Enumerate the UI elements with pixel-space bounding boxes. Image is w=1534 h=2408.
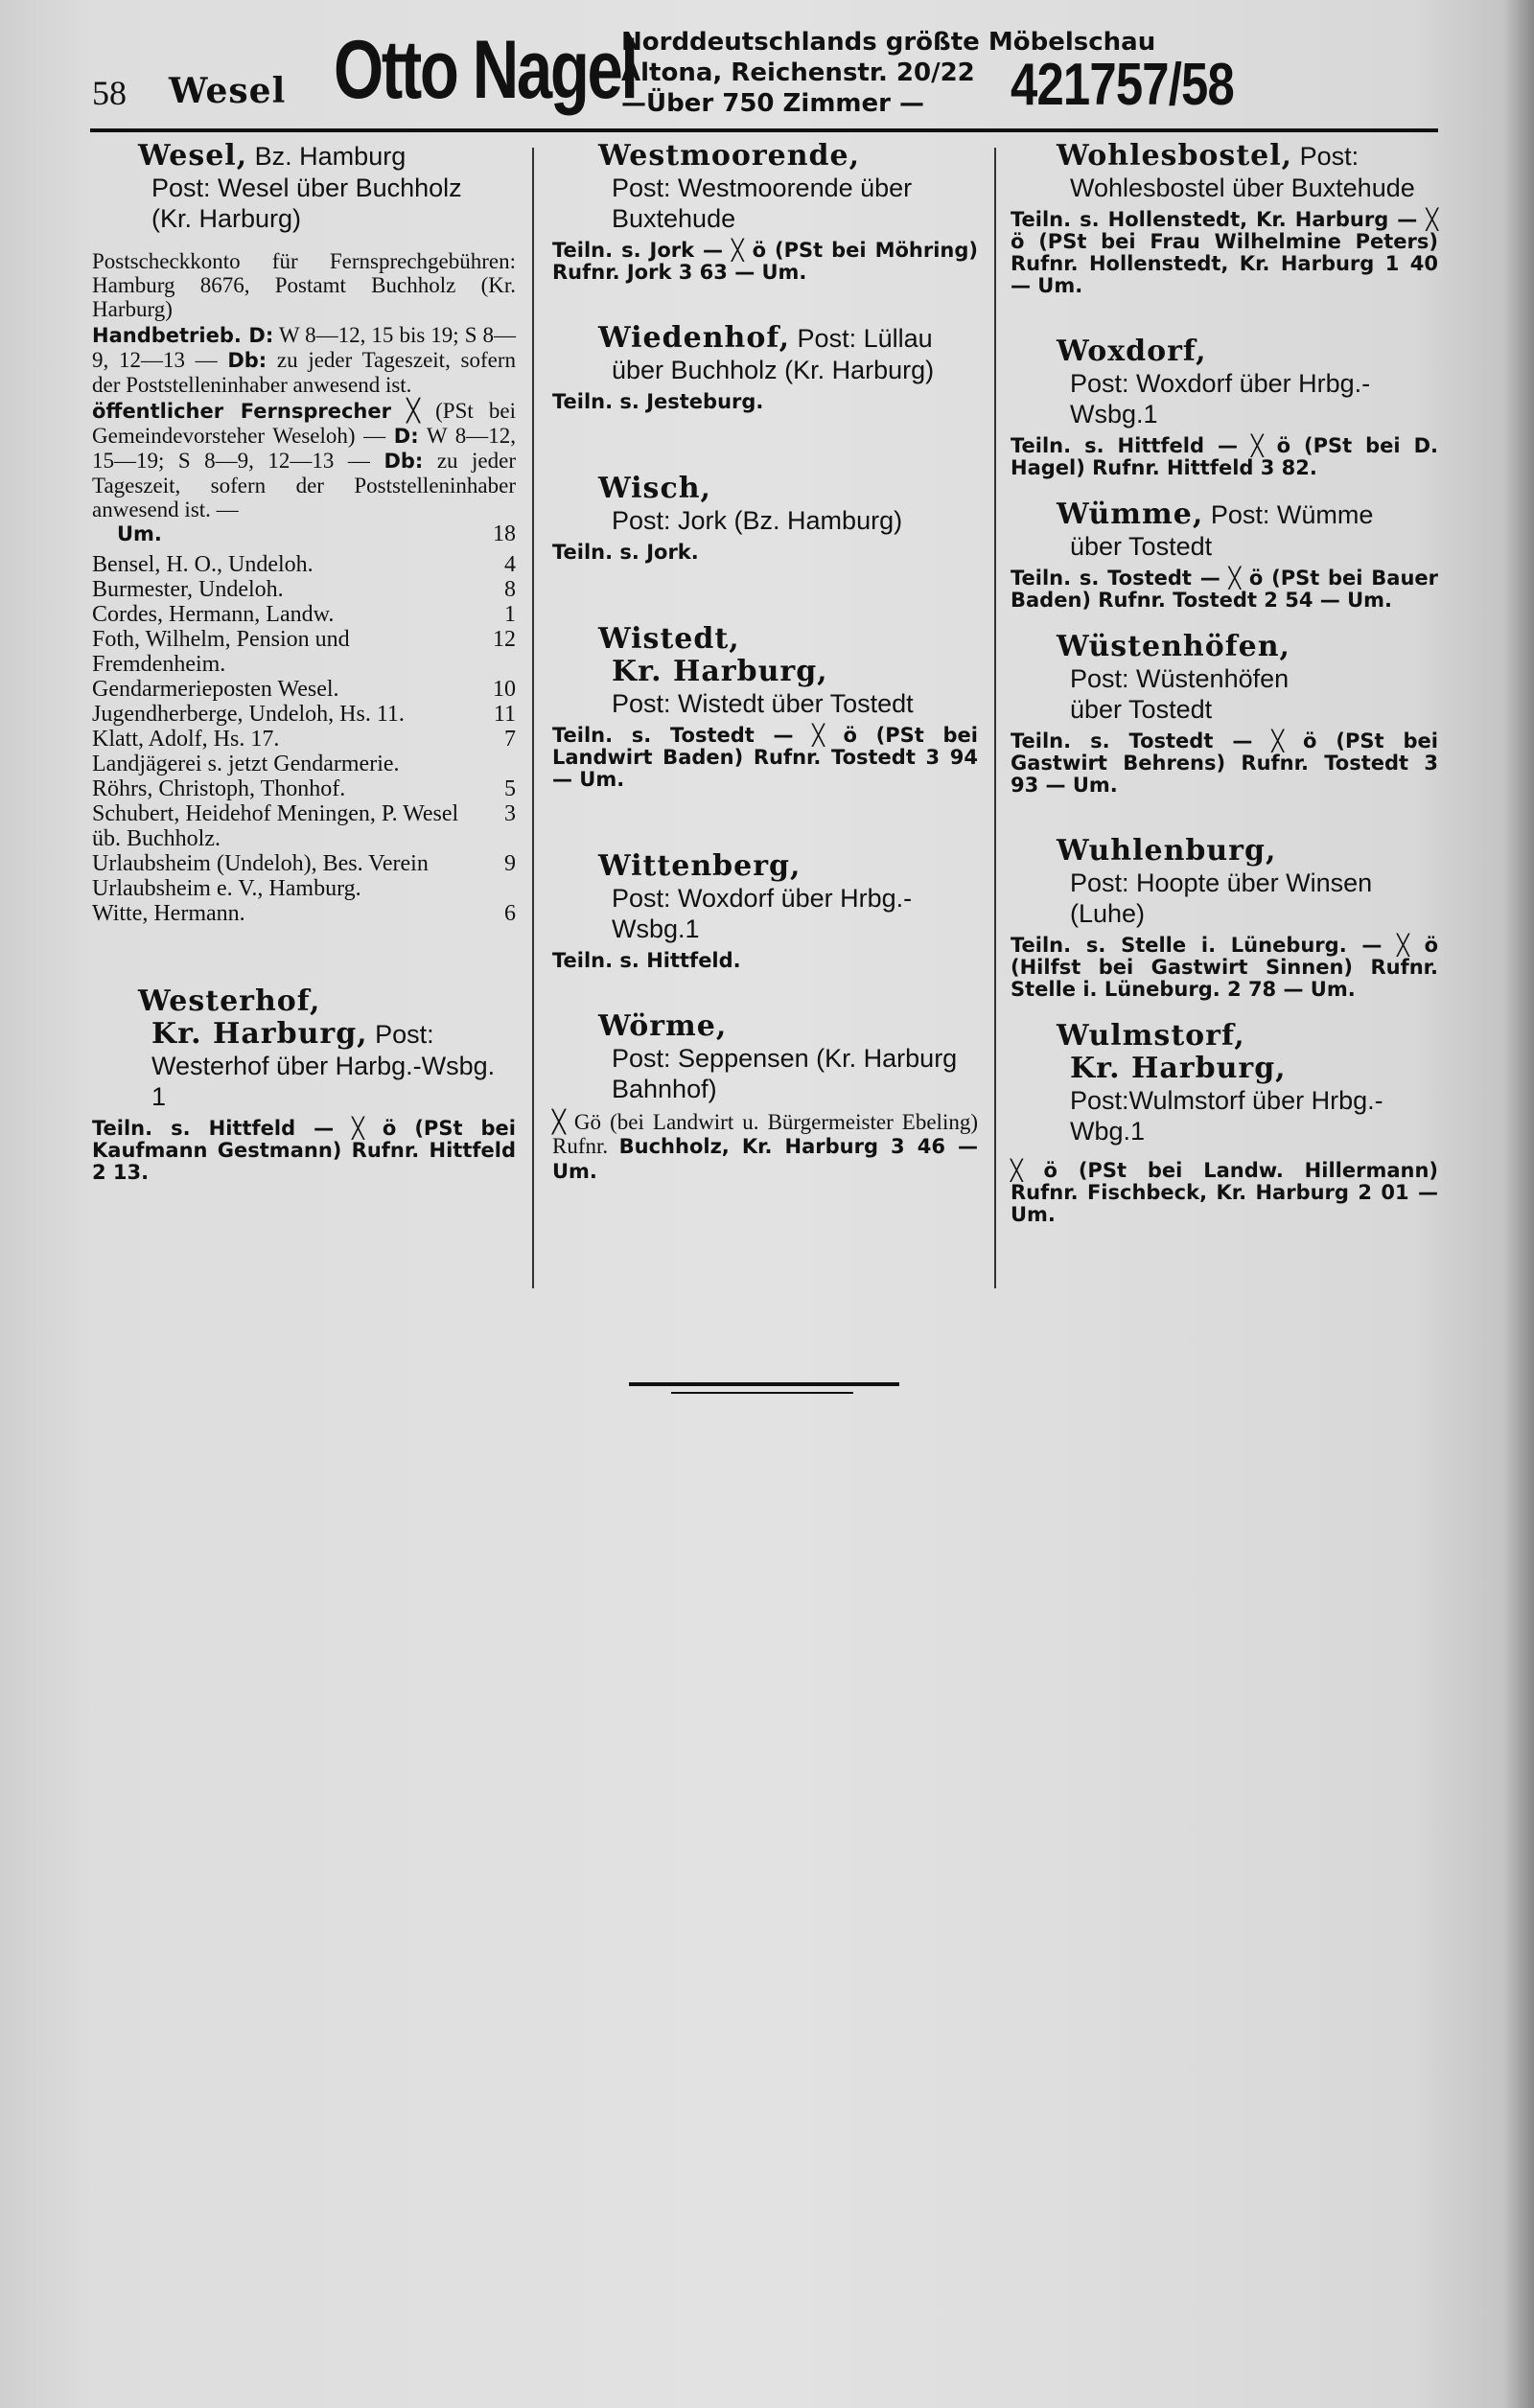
subscriber-number: 10 [493, 677, 516, 702]
post-line: Post: Hoopte über Winsen (Luhe) [1070, 868, 1373, 928]
entry-westerhof [92, 985, 516, 1184]
subscriber-number: 1 [504, 602, 516, 627]
entry-wohlesbostel [1011, 140, 1438, 297]
subscriber-row [92, 702, 516, 727]
entry-details: Teiln. s. Stelle i. Lüneburg. — ╳ ö (Hilfst bei Gastwirt Sinnen) Rufnr. Stelle i. Lüneburg. 2 78 — Um. [1011, 934, 1438, 1001]
entry-wistedt [552, 623, 978, 791]
entry-details: Teiln. s. Tostedt — ╳ ö (PSt bei Gastwirt Behrens) Rufnr. Tostedt 3 93 — Um. [1011, 729, 1438, 797]
post-line: Post: Wüstenhöfen [1070, 664, 1290, 693]
column-divider [532, 148, 534, 1288]
place-name: Wüstenhöfen, [1057, 630, 1291, 663]
entry-details: ╳ Gö (bei Landwirt u. Bürgermeister Ebeling) Rufnr. Buchholz, Kr. Harburg 3 46 — Um. [552, 1110, 978, 1183]
place-name: Wümme, Post: Wümme [1057, 498, 1374, 531]
page-number: 58 [92, 74, 127, 112]
advertiser-phone: 421757/58 [1011, 52, 1234, 118]
subscriber-number: 3 [504, 801, 516, 826]
place-name: Wohlesbostel, Post: [1057, 139, 1360, 173]
place-name: Westmoorende, [598, 139, 861, 173]
column-1 [92, 140, 516, 1184]
post-line: Westerhof über Harbg.-Wsbg. 1 [151, 1052, 496, 1111]
subscriber-name: Gendarmerieposten Wesel. [92, 677, 339, 702]
post-line: über Tostedt [1070, 532, 1213, 561]
post-line: Post: Jork (Bz. Hamburg) [612, 506, 903, 535]
post-line: Post: Wistedt über Tostedt [612, 689, 914, 718]
entry-details: Teiln. s. Hittfeld — ╳ ö (PSt bei Kaufmann Gestmann) Rufnr. Hittfeld 2 13. [92, 1117, 516, 1184]
place-name: Wiedenhof, Post: Lüllau [598, 321, 933, 355]
district-name: Kr. Harburg, Post: [151, 1017, 434, 1051]
column-2 [552, 140, 978, 1184]
entry-details: Teiln. s. Jesteburg. [552, 390, 764, 413]
entry-details: Teiln. s. Hollenstedt, Kr. Harburg — ╳ ö (PSt bei Frau Wilhelmine Peters) Rufnr. Hollenstedt, Kr. Harburg 1 40 — Um. [1011, 208, 1438, 297]
subscriber-number: 12 [493, 627, 516, 652]
subscriber-number: 8 [504, 577, 516, 602]
post-line: Post: Wesel über Buchholz [151, 174, 462, 202]
place-name: Wuhlenburg, [1057, 834, 1277, 868]
entry-wesel [92, 140, 516, 926]
entry-wulmstorf [1011, 1020, 1438, 1226]
advertiser-brand: Otto Nagel [334, 24, 637, 116]
subscriber-row [92, 851, 516, 901]
page-header [0, 0, 1534, 134]
ad-line: Norddeutschlands größte Möbelschau [621, 28, 1156, 57]
subscriber-row [92, 577, 516, 602]
subscriber-row [92, 727, 516, 752]
subscriber-number: 9 [504, 851, 516, 876]
subscriber-number: 7 [504, 727, 516, 752]
post-line: über Buchholz (Kr. Harburg) [612, 356, 935, 384]
entry-wuestenhoefen [1011, 631, 1438, 797]
subscriber-name: Röhrs, Christoph, Thonhof. [92, 776, 346, 801]
subscriber-name: Landjägerei s. jetzt Gendarmerie. [92, 752, 400, 776]
post-line: Post: Seppensen (Kr. Harburg [612, 1044, 958, 1073]
place-name: Wittenberg, [598, 849, 802, 883]
subscriber-number: 6 [504, 901, 516, 926]
subscriber-row [92, 752, 516, 776]
post-line: Wohlesbostel über Buxtehude [1070, 174, 1415, 202]
subscriber-name: Cordes, Hermann, Landw. [92, 602, 335, 627]
ad-line: Altona, Reichenstr. 20/22 [621, 58, 975, 87]
place-name: Wisch, [598, 472, 711, 505]
entry-wisch [552, 473, 978, 564]
place-name: Westerhof, [138, 984, 321, 1018]
place-name: Wesel, Bz. Hamburg [138, 139, 407, 173]
post-line: (Kr. Harburg) [151, 204, 302, 233]
subscriber-row [92, 627, 516, 677]
place-name: Wulmstorf, [1057, 1019, 1245, 1053]
subscriber-name: Jugendherberge, Undeloh, Hs. 11. [92, 702, 405, 727]
public-phone-note: öffentlicher Fernsprecher ╳ (PSt bei Gemeindevorsteher Weseloh) — D: W 8—12, 15—19; S 8—9, 12—13 — Db: zu jeder Tageszeit, sofern der Poststelleninhaber anwesend ist. — [92, 399, 516, 521]
subscriber-name: Klatt, Adolf, Hs. 17. [92, 727, 280, 752]
um-row: Um. 18 [117, 521, 516, 546]
entry-wiedenhof [552, 322, 978, 413]
subscriber-list [92, 552, 516, 926]
entry-details: ╳ ö (PSt bei Landw. Hillermann) Rufnr. Fischbeck, Kr. Harburg 2 01 — Um. [1011, 1159, 1438, 1226]
subscriber-row [92, 552, 516, 577]
entry-westmoorende [552, 140, 978, 284]
header-rule [90, 128, 1438, 132]
subscriber-number: 11 [493, 702, 516, 727]
place-name: Wörme, [598, 1009, 728, 1043]
post-line: Post:Wulmstorf über Hrbg.-Wbg.1 [1070, 1086, 1383, 1146]
entry-woxdorf [1011, 336, 1438, 479]
entry-details: Teiln. s. Hittfeld — ╳ ö (PSt bei D. Hagel) Rufnr. Hittfeld 3 82. [1011, 434, 1438, 479]
entry-details: Teiln. s. Hittfeld. [552, 949, 741, 972]
post-line: Post: Woxdorf über Hrbg.-Wsbg.1 [612, 884, 913, 943]
postscheck-note: Postscheckkonto für Fernsprechgebühren: Hamburg 8676, Postamt Buchholz (Kr. Harburg) [92, 249, 516, 321]
subscriber-number: 5 [504, 776, 516, 801]
subscriber-name: Bensel, H. O., Undeloh. [92, 552, 314, 577]
subscriber-row [92, 602, 516, 627]
subscriber-row [92, 801, 516, 851]
subscriber-row [92, 901, 516, 926]
entry-details: Teiln. s. Jork — ╳ ö (PSt bei Möhring) Rufnr. Jork 3 63 — Um. [552, 239, 978, 284]
post-line: Buxtehude [612, 204, 736, 233]
entry-wuhlenburg [1011, 835, 1438, 1001]
subscriber-name: Witte, Hermann. [92, 901, 245, 926]
entry-wittenberg [552, 850, 978, 972]
end-rule-short [671, 1392, 853, 1394]
subscriber-name: Burmester, Undeloh. [92, 577, 284, 602]
service-hours: Handbetrieb. D: W 8—12, 15 bis 19; S 8—9, 12—13 — Db: zu jeder Tageszeit, sofern der Poststelleninhaber anwesend ist. [92, 323, 516, 397]
district-name: Kr. Harburg, [1070, 1052, 1287, 1085]
entry-details: Teiln. s. Tostedt — ╳ ö (PSt bei Bauer Baden) Rufnr. Tostedt 2 54 — Um. [1011, 567, 1438, 612]
subscriber-name: Foth, Wilhelm, Pension und Fremdenheim. [92, 627, 350, 677]
place-name: Woxdorf, [1057, 335, 1207, 368]
column-divider [994, 148, 996, 1288]
subscriber-number [491, 752, 516, 776]
subscriber-name: Urlaubsheim (Undeloh), Bes. Verein Urlaubsheim e. V., Hamburg. [92, 851, 429, 901]
entry-details: Teiln. s. Jork. [552, 541, 699, 564]
running-head-place: Wesel [169, 71, 287, 111]
post-line: Post: Westmoorende über [612, 174, 913, 202]
subscriber-name: Schubert, Heidehof Meningen, P. Wesel üb. Buchholz. [92, 801, 459, 851]
district-name: Kr. Harburg, [612, 655, 828, 688]
column-3 [1011, 140, 1438, 1226]
ad-line: —Über 750 Zimmer — [621, 89, 925, 118]
post-line: Post: Woxdorf über Hrbg.-Wsbg.1 [1070, 369, 1371, 428]
entry-details: Teiln. s. Tostedt — ╳ ö (PSt bei Landwirt Baden) Rufnr. Tostedt 3 94 — Um. [552, 724, 978, 791]
subscriber-number: 4 [504, 552, 516, 577]
entry-wuemme [1011, 498, 1438, 612]
post-line: über Tostedt [1070, 695, 1213, 724]
subscriber-row [92, 677, 516, 702]
end-rule [629, 1382, 899, 1386]
post-line: Bahnhof) [612, 1075, 717, 1103]
place-name: Wistedt, [598, 622, 740, 656]
entry-woerme [552, 1010, 978, 1184]
subscriber-row [92, 776, 516, 801]
